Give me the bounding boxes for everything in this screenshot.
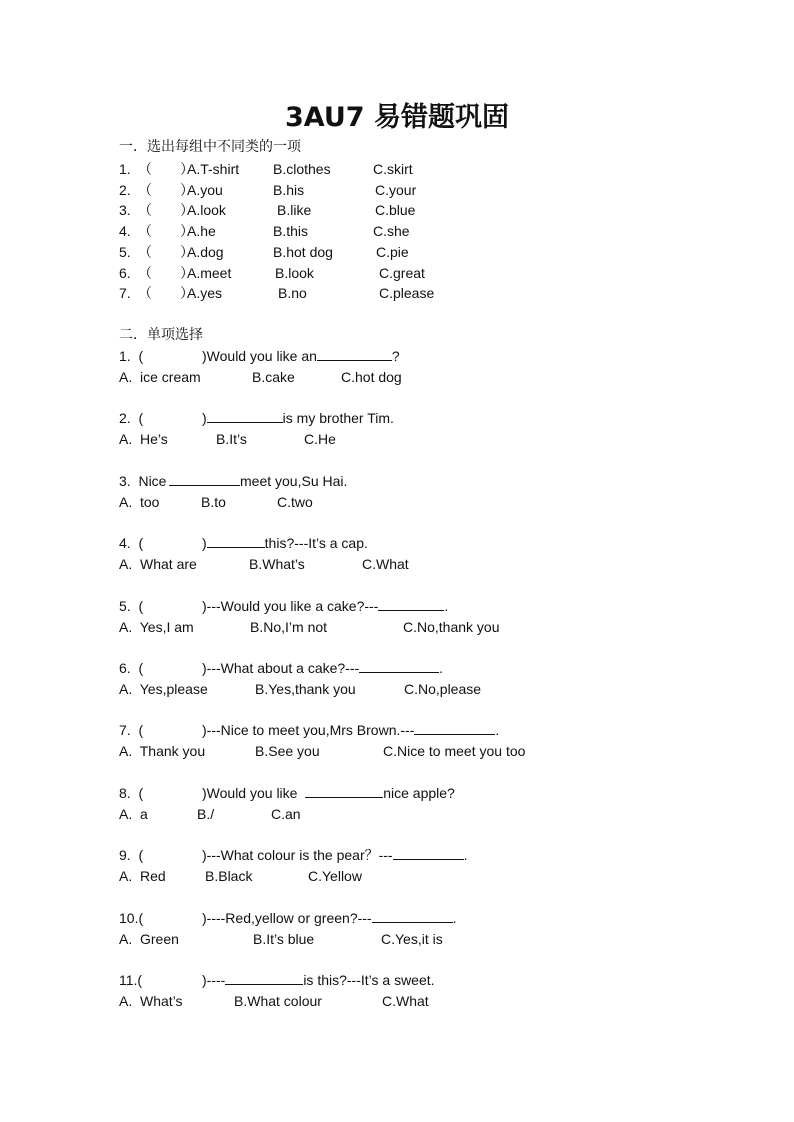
answer-blank[interactable] — [359, 658, 439, 673]
option-c: C.Yellow — [308, 868, 362, 885]
option-b: B.What colour — [234, 993, 322, 1009]
option-c: C.please — [379, 285, 435, 302]
question-stem: )---What colour is the pear？--- — [202, 847, 393, 864]
question-text — [202, 346, 400, 367]
item-number: 3. — [119, 202, 131, 219]
question-text — [202, 845, 467, 866]
question-number: 1. ( — [119, 348, 144, 364]
question-tail: is my brother Tim. — [282, 410, 394, 427]
option-a: A. ice cream — [119, 369, 201, 385]
answer-parentheses[interactable]: （ ） — [138, 181, 194, 198]
option-b: B.no — [278, 285, 307, 302]
option-b: B.to — [201, 493, 226, 510]
answer-parentheses[interactable]: （ ） — [138, 285, 194, 302]
option-b: B./ — [197, 805, 215, 822]
question-number: 4. ( — [119, 535, 144, 552]
question-tail: . — [463, 847, 468, 864]
question-stem: )---Would you like a cake?--- — [202, 597, 379, 614]
question-text — [202, 596, 448, 617]
question-text — [202, 408, 394, 429]
question-stem: )Would you like — [202, 784, 306, 801]
option-a: A.meet — [187, 264, 232, 281]
answer-parentheses[interactable]: （ ） — [138, 223, 194, 240]
option-a: A. What are — [119, 556, 197, 573]
question-number: 3. Nice — [119, 472, 167, 489]
answer-blank[interactable] — [207, 533, 265, 548]
question-number: 2. ( — [119, 410, 144, 427]
answer-parentheses[interactable]: （ ） — [138, 264, 194, 281]
option-b: B.hot dog — [273, 243, 333, 260]
option-b: B.look — [275, 264, 314, 281]
option-c: C.great — [379, 264, 425, 281]
option-c: C.skirt — [373, 161, 413, 177]
option-c: C.two — [277, 493, 313, 510]
option-b: B.like — [277, 202, 312, 219]
item-number: 1. — [119, 161, 131, 177]
option-c: C.pie — [376, 243, 409, 260]
question-tail: meet you,Su Hai. — [240, 472, 348, 489]
answer-blank[interactable] — [372, 908, 453, 923]
option-a: A. Yes,I am — [119, 618, 194, 635]
option-a: A. What’s — [119, 993, 183, 1009]
answer-parentheses[interactable]: （ ） — [138, 243, 194, 260]
option-a: A.look — [187, 202, 226, 219]
question-stem: )Would you like an — [202, 348, 317, 364]
answer-blank[interactable] — [378, 596, 444, 611]
option-c: C.No,thank you — [403, 618, 500, 635]
question-tail: nice apple? — [383, 784, 455, 801]
question-tail: this?---It’s a cap. — [264, 535, 368, 552]
answer-blank[interactable] — [317, 346, 392, 361]
question-number: 6. ( — [119, 660, 144, 676]
question-number: 7. ( — [119, 722, 144, 739]
option-b: B.It’s blue — [253, 930, 315, 947]
option-c: C.No,please — [404, 681, 482, 697]
question-number: 5. ( — [119, 597, 144, 614]
answer-parentheses[interactable]: （ ） — [138, 202, 194, 219]
question-tail: . — [444, 597, 449, 614]
option-c: C.she — [373, 223, 410, 240]
question-text — [169, 471, 347, 492]
answer-blank[interactable] — [393, 845, 464, 860]
item-number: 2. — [119, 181, 131, 198]
option-a: A. a — [119, 805, 148, 822]
answer-blank[interactable] — [207, 408, 283, 423]
answer-blank[interactable] — [414, 720, 495, 735]
question-text — [202, 720, 499, 741]
question-stem: )----Red,yellow or green?--- — [202, 909, 372, 926]
option-c: C.your — [375, 181, 417, 198]
section1-heading: 一．选出每组中不同类的一项 — [119, 139, 301, 155]
option-a: A. Thank you — [119, 743, 206, 760]
question-number: 9. ( — [119, 847, 144, 864]
option-c: C.blue — [375, 202, 416, 219]
option-a: A.he — [187, 223, 216, 240]
question-text — [202, 658, 443, 679]
option-a: A. Green — [119, 930, 179, 947]
option-b: B.this — [273, 223, 309, 240]
question-tail: is this?---It’s a sweet. — [303, 972, 435, 988]
option-b: B.No,I’m not — [250, 618, 328, 635]
option-b: B.Yes,thank you — [255, 681, 356, 697]
item-number: 5. — [119, 243, 131, 260]
question-stem: ) — [202, 410, 207, 427]
option-a: A. He’s — [119, 431, 168, 448]
option-c: C.hot dog — [341, 369, 402, 385]
option-a: A.T-shirt — [187, 161, 240, 177]
question-tail: . — [452, 909, 457, 926]
page-title: 3AU7 易错题巩固 — [285, 102, 509, 133]
option-c: C.Yes,it is — [381, 930, 443, 947]
question-stem: )---- — [202, 972, 226, 988]
option-c: C.What — [382, 993, 429, 1009]
option-c: C.an — [271, 805, 301, 822]
question-number: 11.( — [119, 972, 143, 988]
option-c: C.He — [304, 431, 336, 448]
answer-blank[interactable] — [169, 471, 240, 486]
question-number: 8. ( — [119, 784, 144, 801]
option-c: C.Nice to meet you too — [383, 743, 526, 760]
item-number: 4. — [119, 223, 131, 240]
option-a: A. Red — [119, 868, 166, 885]
question-text — [202, 970, 435, 991]
option-a: A.you — [187, 181, 223, 198]
question-stem: ) — [202, 535, 207, 552]
option-b: B.clothes — [273, 161, 331, 177]
question-tail: . — [495, 722, 500, 739]
option-b: B.See you — [255, 743, 320, 760]
question-text — [202, 783, 455, 804]
item-number: 7. — [119, 285, 131, 302]
question-tail: ? — [391, 348, 400, 364]
option-a: A. too — [119, 493, 160, 510]
question-text — [202, 908, 456, 929]
option-c: C.What — [362, 556, 409, 573]
option-b: B.It’s — [216, 431, 247, 448]
question-stem: )---Nice to meet you,Mrs Brown.--- — [202, 722, 415, 739]
question-stem: )---What about a cake?--- — [202, 660, 360, 676]
option-b: B.What’s — [249, 556, 305, 573]
option-b: B.Black — [205, 868, 253, 885]
question-tail: . — [439, 660, 444, 676]
item-number: 6. — [119, 264, 131, 281]
answer-blank[interactable] — [305, 783, 383, 798]
option-a: A. Yes,please — [119, 681, 208, 697]
answer-parentheses[interactable]: （ ） — [138, 161, 194, 177]
question-number: 10.( — [119, 909, 144, 926]
option-b: B.cake — [252, 369, 295, 385]
section2-heading: 二．单项选择 — [119, 327, 203, 343]
option-a: A.dog — [187, 243, 224, 260]
answer-blank[interactable] — [225, 970, 303, 985]
question-text — [202, 533, 368, 554]
option-b: B.his — [273, 181, 305, 198]
option-a: A.yes — [187, 285, 223, 302]
